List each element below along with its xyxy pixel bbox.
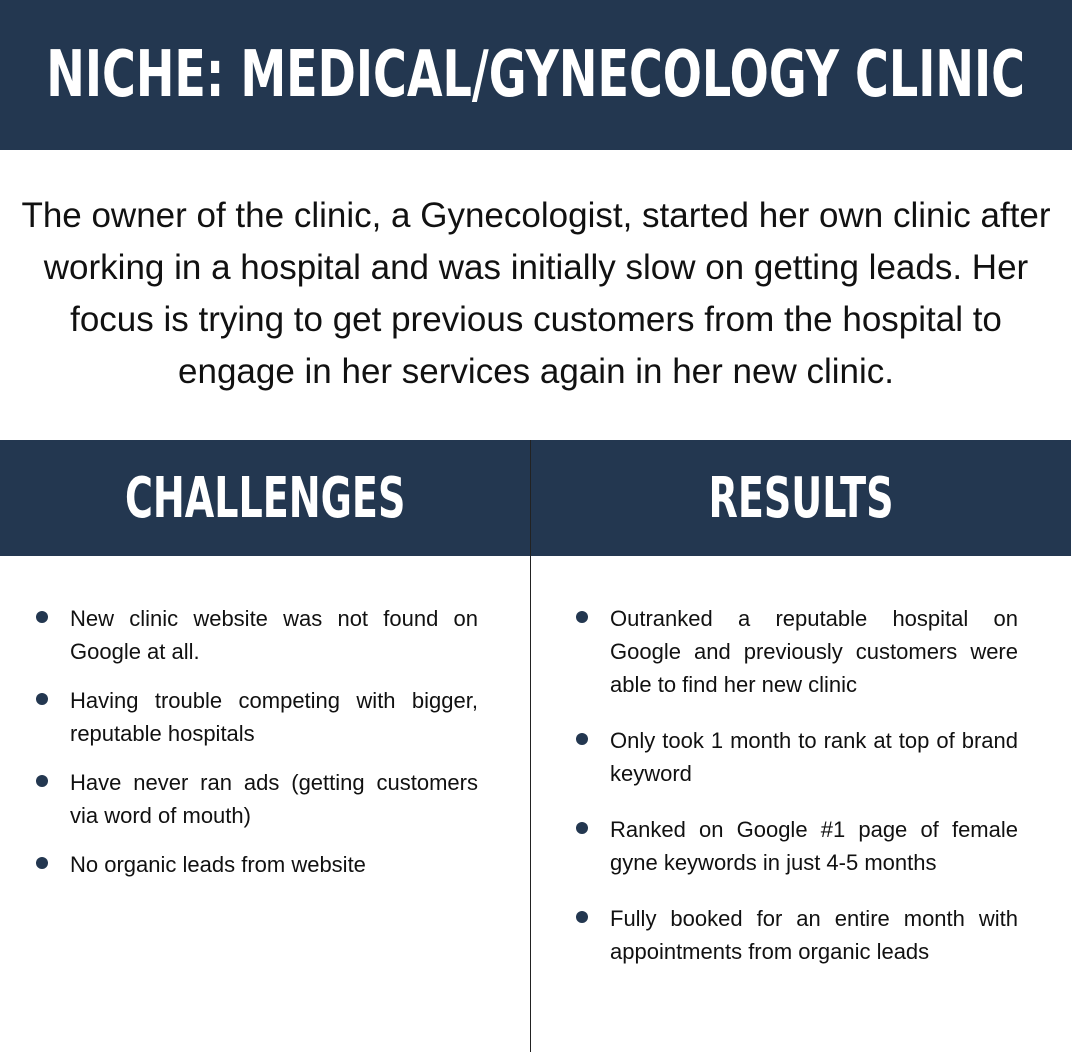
challenge-text: Having trouble competing with bigger, reputable hospitals bbox=[70, 688, 478, 746]
result-text: Only took 1 month to rank at top of brand keyword bbox=[610, 728, 1018, 786]
bullet-icon bbox=[36, 775, 48, 787]
column-divider bbox=[530, 440, 531, 1052]
challenges-list bbox=[36, 602, 478, 897]
bullet-icon bbox=[576, 733, 588, 745]
list-item bbox=[36, 684, 478, 750]
results-header bbox=[531, 440, 1071, 556]
challenges-heading: CHALLENGES bbox=[124, 465, 406, 531]
bullet-icon bbox=[576, 822, 588, 834]
result-text: Fully booked for an entire month with appointments from organic leads bbox=[610, 906, 1018, 964]
challenges-header bbox=[0, 440, 530, 556]
bullet-icon bbox=[36, 857, 48, 869]
result-text: Ranked on Google #1 page of female gyne keywords in just 4-5 months bbox=[610, 817, 1018, 875]
list-item bbox=[576, 813, 1018, 879]
list-item bbox=[36, 602, 478, 668]
intro-paragraph: The owner of the clinic, a Gynecologist, started her own clinic after working in a hospital and was initially slow on getting leads. Her focus is trying to get previous customers from the hospital to engage in her services again in her new clinic. bbox=[21, 196, 1051, 391]
bullet-icon bbox=[36, 693, 48, 705]
list-item bbox=[576, 902, 1018, 968]
bullet-icon bbox=[36, 611, 48, 623]
results-heading: RESULTS bbox=[708, 465, 894, 531]
list-item bbox=[576, 602, 1018, 701]
list-item bbox=[36, 766, 478, 832]
title-banner bbox=[0, 0, 1072, 150]
bullet-icon bbox=[576, 911, 588, 923]
bullet-icon bbox=[576, 611, 588, 623]
page-title: NICHE: MEDICAL/GYNECOLOGY CLINIC bbox=[46, 38, 1026, 112]
challenge-text: Have never ran ads (getting customers via word of mouth) bbox=[70, 770, 478, 828]
list-item bbox=[36, 848, 478, 881]
list-item bbox=[576, 724, 1018, 790]
challenge-text: New clinic website was not found on Google at all. bbox=[70, 606, 478, 664]
results-list bbox=[576, 602, 1018, 991]
challenge-text: No organic leads from website bbox=[70, 852, 366, 877]
result-text: Outranked a reputable hospital on Google and previously customers were able to find her new clinic bbox=[610, 606, 1018, 697]
